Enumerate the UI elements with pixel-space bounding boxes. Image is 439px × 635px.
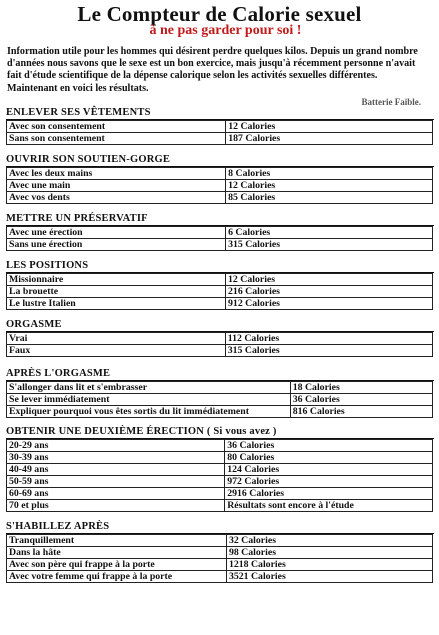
calories-cell: 12 Calories xyxy=(226,120,433,132)
calories-cell: 816 Calories xyxy=(290,405,432,417)
calories-cell: 112 Calories xyxy=(225,332,432,344)
calorie-table xyxy=(6,332,433,357)
activity-cell: Avec une main xyxy=(7,179,226,191)
table-row xyxy=(7,273,433,285)
calorie-table xyxy=(6,534,433,583)
calories-cell: 124 Calories xyxy=(225,463,433,475)
activity-cell: Avec une érection xyxy=(7,226,226,238)
page-title: Le Compteur de Calorie sexuel xyxy=(77,2,362,26)
section xyxy=(6,107,433,145)
section xyxy=(6,154,433,204)
activity-cell: Avec son consentement xyxy=(7,120,226,132)
calories-cell: 8 Calories xyxy=(226,167,433,179)
calories-cell: Résultats sont encore à l'étude xyxy=(225,499,433,511)
activity-cell: 40-49 ans xyxy=(7,463,225,475)
calories-cell: 315 Calories xyxy=(225,344,432,356)
table-row xyxy=(7,393,433,405)
table-row xyxy=(7,439,433,451)
table-row xyxy=(7,463,433,475)
section xyxy=(6,319,433,357)
calorie-table xyxy=(6,381,433,418)
table-row xyxy=(7,191,433,203)
calories-cell: 216 Calories xyxy=(226,285,433,297)
activity-cell: Avec votre femme qui frappe à la porte xyxy=(7,570,227,582)
activity-cell: La brouette xyxy=(7,285,226,297)
calories-cell: 80 Calories xyxy=(225,451,433,463)
calorie-table xyxy=(6,120,433,145)
calories-cell: 18 Calories xyxy=(290,381,432,393)
calories-cell: 315 Calories xyxy=(226,238,433,250)
table-row xyxy=(7,332,433,344)
calorie-table xyxy=(6,439,433,512)
section-title: OUVRIR SON SOUTIEN-GORGE xyxy=(6,154,434,167)
calorie-table xyxy=(6,167,433,204)
calorie-table xyxy=(6,273,433,310)
activity-cell: 30-39 ans xyxy=(7,451,225,463)
activity-cell: Expliquer pourquoi vous êtes sortis du lit immédiatement xyxy=(7,405,291,417)
calorie-table xyxy=(6,226,433,251)
section-title: METTRE UN PRÉSERVATIF xyxy=(6,213,434,226)
calories-cell: 3521 Calories xyxy=(226,570,432,582)
table-row xyxy=(7,487,433,499)
section-title: APRÈS L'ORGASME xyxy=(6,368,434,381)
table-row xyxy=(7,167,433,179)
table-row xyxy=(7,558,433,570)
table-row xyxy=(7,534,433,546)
calories-cell: 12 Calories xyxy=(226,273,433,285)
table-row xyxy=(7,475,433,487)
section-title: ENLEVER SES VÊTEMENTS xyxy=(6,107,434,120)
table-row xyxy=(7,120,433,132)
section xyxy=(6,368,433,418)
activity-cell: S'allonger dans lit et s'embrasser xyxy=(7,381,291,393)
table-row xyxy=(7,132,433,144)
calories-cell: 36 Calories xyxy=(225,439,433,451)
calories-cell: 912 Calories xyxy=(226,297,433,309)
activity-cell: Dans la hâte xyxy=(7,546,227,558)
table-row xyxy=(7,238,433,250)
section-title: OBTENIR UNE DEUXIÈME ÉRECTION ( Si vous avez ) xyxy=(6,426,434,439)
activity-cell: 70 et plus xyxy=(7,499,225,511)
activity-cell: Sans une érection xyxy=(7,238,226,250)
section xyxy=(6,426,433,512)
calories-cell: 6 Calories xyxy=(226,226,433,238)
table-row xyxy=(7,499,433,511)
activity-cell: Vrai xyxy=(7,332,226,344)
table-row xyxy=(7,570,433,582)
activity-cell: Avec vos dents xyxy=(7,191,226,203)
section-title: ORGASME xyxy=(6,319,434,332)
table-row xyxy=(7,226,433,238)
section-title: S'HABILLEZ APRÈS xyxy=(6,521,434,534)
activity-cell: 20-29 ans xyxy=(7,439,225,451)
intro-paragraph: Information utile pour les hommes qui désirent perdre quelques kilos. Depuis un grand nombre d'années nous savons que le sexe est un bon exercice, mais jusqu'à récemment personne n'avait fait d'étude scientifique de la dépense calorique selon les activités sexuelles différentes. Maintenant en voici les résultats. xyxy=(7,46,418,94)
activity-cell: Avec son père qui frappe à la porte xyxy=(7,558,227,570)
table-row xyxy=(7,405,433,417)
table-row xyxy=(7,451,433,463)
activity-cell: Le lustre Italien xyxy=(7,297,226,309)
section-title: LES POSITIONS xyxy=(6,260,434,273)
activity-cell: 60-69 ans xyxy=(7,487,225,499)
sections-container xyxy=(6,107,433,583)
page-subtitle: à ne pas garder pour soi ! xyxy=(149,23,302,38)
table-row xyxy=(7,546,433,558)
activity-cell: Sans son consentement xyxy=(7,132,226,144)
section xyxy=(6,521,433,583)
battery-note: Batterie Faible. xyxy=(361,97,421,107)
activity-cell: Missionnaire xyxy=(7,273,226,285)
calories-cell: 85 Calories xyxy=(226,191,433,203)
activity-cell: Se lever immédiatement xyxy=(7,393,291,405)
activity-cell: Faux xyxy=(7,344,226,356)
calories-cell: 1218 Calories xyxy=(226,558,432,570)
section xyxy=(6,260,433,310)
calories-cell: 2916 Calories xyxy=(225,487,433,499)
table-row xyxy=(7,297,433,309)
calories-cell: 36 Calories xyxy=(290,393,432,405)
table-row xyxy=(7,381,433,393)
calories-cell: 98 Calories xyxy=(226,546,432,558)
activity-cell: 50-59 ans xyxy=(7,475,225,487)
table-row xyxy=(7,344,433,356)
table-row xyxy=(7,285,433,297)
section xyxy=(6,213,433,251)
calories-cell: 972 Calories xyxy=(225,475,433,487)
calories-cell: 12 Calories xyxy=(226,179,433,191)
calories-cell: 187 Calories xyxy=(226,132,433,144)
activity-cell: Avec les deux mains xyxy=(7,167,226,179)
table-row xyxy=(7,179,433,191)
calories-cell: 32 Calories xyxy=(226,534,432,546)
activity-cell: Tranquillement xyxy=(7,534,227,546)
